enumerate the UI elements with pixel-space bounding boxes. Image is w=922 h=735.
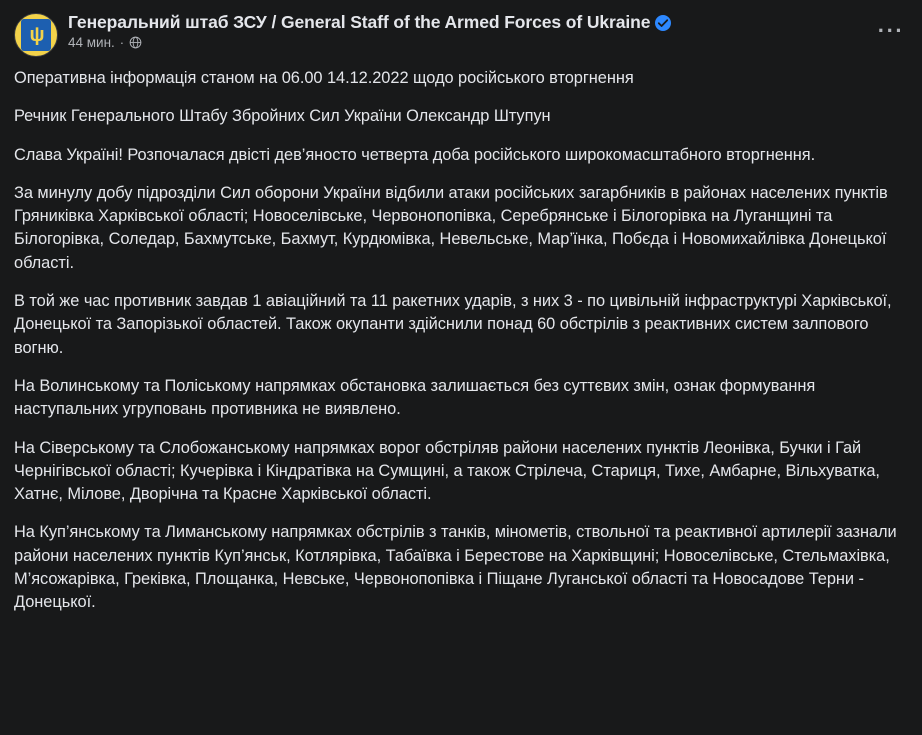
post-header-text [68,12,874,50]
post-paragraph: В той же час противник завдав 1 авіаційний та 11 ракетних ударів, з них 3 - по цивільній інфраструктурі Харківської, Донецької та Запорізької областей. Також окупанти здійснили понад 60 обстрілів з реактивних систем залпового вогню. [14,292,892,357]
post-paragraph: На Куп’янському та Лиманському напрямках обстрілів з танків, мінометів, ствольної та реактивної артилерії зазнали райони населених пунктів Куп’янськ, Котлярівка, Табаївка і Берестове на Харківщині; Новоселівське, Стельмахівка, М’ясожарівка, Греківка, Площанка, Невське, Червонопопівка і Піщане Луганської області та Новосадове Терни - Донецької. [14,523,897,612]
author-row [68,12,874,33]
post-paragraph: На Волинському та Поліському напрямках обстановка залишається без суттєвих змін, ознак формування наступальних угруповань противника не виявлено. [14,376,816,419]
meta-separator: · [119,35,125,50]
post-paragraph: Слава Україні! Розпочалася двісті дев’яносто четверта доба російського широкомасштабного вторгнення. [14,145,816,164]
post-meta [68,35,874,50]
post-timestamp[interactable]: 44 мин. [68,35,115,50]
post-options-button[interactable]: ··· [877,18,905,43]
post-paragraph: Оперативна інформація станом на 06.00 14.12.2022 щодо російського вторгнення [14,69,634,87]
avatar[interactable] [14,13,58,57]
verified-badge-icon [655,15,671,31]
post-paragraph: За минулу добу підрозділи Сил оборони України відбили атаки російських загарбників в районах населених пунктів Гряниківка Харківської області; Новоселівське, Червонопопівка, Серебрянське і Білогорівка на Луганщині та Білогорівка, Соледар, Бахмутське, Бахмут, Курдюмівка, Невельське, Мар’їнка, Побєда і Новомихайлівка Донецької області. [14,183,888,272]
page-name[interactable]: Генеральний штаб ЗСУ / General Staff of the Armed Forces of Ukraine [68,12,651,32]
tryzub-glyph: ψ [29,24,43,46]
globe-icon[interactable] [129,36,142,49]
tryzub-emblem-icon [21,19,51,51]
post-paragraph: На Сіверському та Слобожанському напрямках ворог обстріляв райони населених пунктів Леонівка, Бучки і Гай Чернігівської області; Кучерівка і Кіндратівка на Сумщині, а також Стрілеча, Стариця, Тихе, Амбарне, Вільхуватка, Хатнє, Мілове, Дворічна та Красне Харківської області. [14,438,880,504]
post-header [14,10,908,67]
post-body [14,67,908,615]
post-paragraph: Речник Генерального Штабу Збройних Сил України Олександр Штупун [14,107,551,126]
